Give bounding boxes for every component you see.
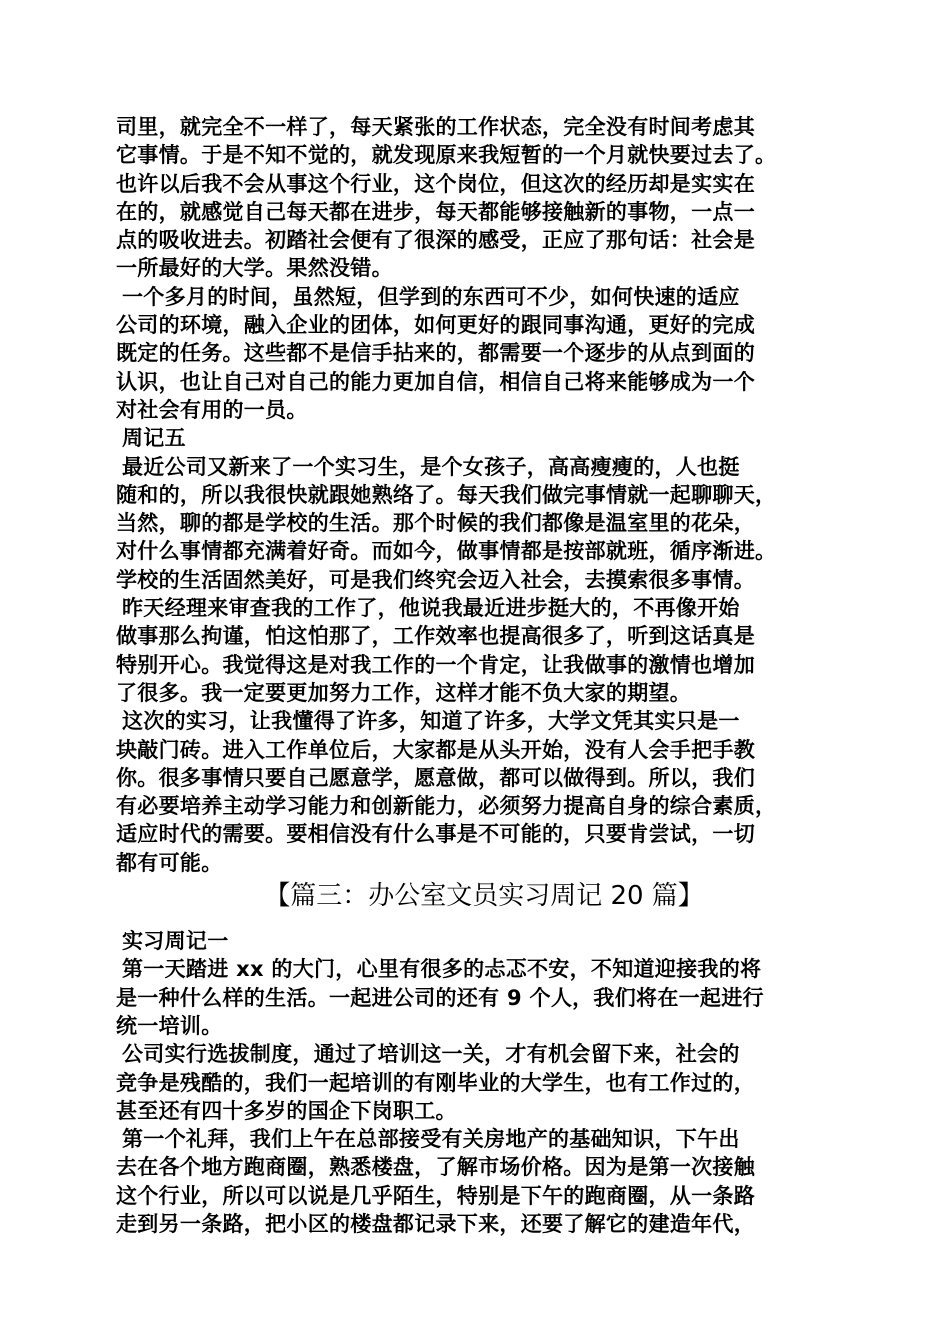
text-line: 既定的任务。这些都不是信手拈来的，都需要一个逐步的从点到面的 xyxy=(116,341,755,366)
text-line: 这个行业，所以可以说是几乎陌生，特别是下午的跑商圈，从一条路 xyxy=(116,1183,755,1208)
text-line: 第一天踏进 xx 的大门，心里有很多的忐忑不安，不知道迎接我的将 xyxy=(122,957,762,982)
paragraph xyxy=(116,927,852,955)
text-line: 对什么事情都充满着好奇。而如今，做事情都是按部就班，循序渐进。 xyxy=(116,539,777,564)
text-line: 竞争是残酷的，我们一起培训的有刚毕业的大学生，也有工作过的， xyxy=(116,1070,755,1095)
text-line: 做事那么拘谨，怕这怕那了，工作效率也提高很多了，听到这话真是 xyxy=(116,624,755,649)
text-after-heading xyxy=(116,927,852,1238)
paragraph xyxy=(116,707,852,877)
text-line: 这次的实习，让我懂得了许多，知道了许多，大学文凭其实只是一 xyxy=(122,709,740,734)
paragraph xyxy=(116,1125,852,1238)
paragraph xyxy=(116,453,852,594)
text-line: 点的吸收进去。初踏社会便有了很深的感受，正应了那句话：社会是 xyxy=(116,228,755,253)
text-line: 适应时代的需要。要相信没有什么事是不可能的，只要肯尝试，一切 xyxy=(116,822,755,847)
text-line: 去在各个地方跑商圈，熟悉楼盘，了解市场价格。因为是第一次接触 xyxy=(116,1155,755,1180)
text-line: 昨天经理来审查我的工作了，他说我最近进步挺大的，不再像开始 xyxy=(122,596,740,621)
text-line: 公司的环境，融入企业的团体，如何更好的跟同事沟通，更好的完成 xyxy=(116,313,755,338)
section-heading: 【篇三：办公室文员实习周记 20 篇】 xyxy=(264,881,704,912)
paragraph xyxy=(116,424,852,452)
text-line: 周记五 xyxy=(122,426,186,451)
paragraph xyxy=(116,955,852,1040)
text-line: 也许以后我不会从事这个行业，这个岗位，但这次的经历却是实实在 xyxy=(116,171,755,196)
text-line: 公司实行选拔制度，通过了培训这一关，才有机会留下来，社会的 xyxy=(122,1042,740,1067)
text-line: 特别开心。我觉得这是对我工作的一个肯定，让我做事的激情也增加 xyxy=(116,652,755,677)
text-line: 一所最好的大学。果然没错。 xyxy=(116,256,393,281)
document-body xyxy=(116,113,852,1238)
paragraph xyxy=(116,1040,852,1125)
paragraph xyxy=(116,113,852,283)
text-line: 块敲门砖。进入工作单位后，大家都是从头开始，没有人会手把手教 xyxy=(116,737,755,762)
text-line: 对社会有用的一员。 xyxy=(116,397,308,422)
text-line: 了很多。我一定要更加努力工作，这样才能不负大家的期望。 xyxy=(116,680,692,705)
paragraph xyxy=(116,283,852,424)
text-line: 在的，就感觉自己每天都在进步，每天都能够接触新的事物，一点一 xyxy=(116,199,755,224)
text-line: 司里，就完全不一样了，每天紧张的工作状态，完全没有时间考虑其 xyxy=(116,115,755,139)
text-line: 随和的，所以我很快就跟她熟络了。每天我们做完事情就一起聊聊天， xyxy=(116,482,777,507)
text-line: 学校的生活固然美好，可是我们终究会迈入社会，去摸索很多事情。 xyxy=(116,567,755,592)
text-line: 认识，也让自己对自己的能力更加自信，相信自己将来能够成为一个 xyxy=(116,369,755,394)
text-line: 你。很多事情只要自己愿意学，愿意做，都可以做得到。所以，我们 xyxy=(116,765,755,790)
text-line: 最近公司又新来了一个实习生，是个女孩子，高高瘦瘦的，人也挺 xyxy=(122,454,740,479)
text-line: 统一培训。 xyxy=(116,1013,223,1038)
text-line: 一个多月的时间，虽然短，但学到的东西可不少，如何快速的适应 xyxy=(122,284,740,309)
text-line: 都有可能。 xyxy=(116,850,223,875)
text-line: 实习周记一 xyxy=(122,929,229,954)
text-line: 是一种什么样的生活。一起进公司的还有 9 个人，我们将在一起进行 xyxy=(116,985,764,1010)
text-line: 甚至还有四十多岁的国企下岗职工。 xyxy=(116,1098,457,1123)
paragraph xyxy=(116,594,852,707)
text-line: 有必要培养主动学习能力和创新能力，必须努力提高自身的综合素质， xyxy=(116,794,777,819)
text-line: 第一个礼拜，我们上午在总部接受有关房地产的基础知识，下午出 xyxy=(122,1127,740,1152)
text-line: 当然，聊的都是学校的生活。那个时候的我们都像是温室里的花朵， xyxy=(116,511,755,536)
text-line: 走到另一条路，把小区的楼盘都记录下来，还要了解它的建造年代， xyxy=(116,1211,755,1236)
text-before-heading xyxy=(116,113,852,877)
text-line: 它事情。于是不知不觉的，就发现原来我短暂的一个月就快要过去了。 xyxy=(116,143,777,168)
